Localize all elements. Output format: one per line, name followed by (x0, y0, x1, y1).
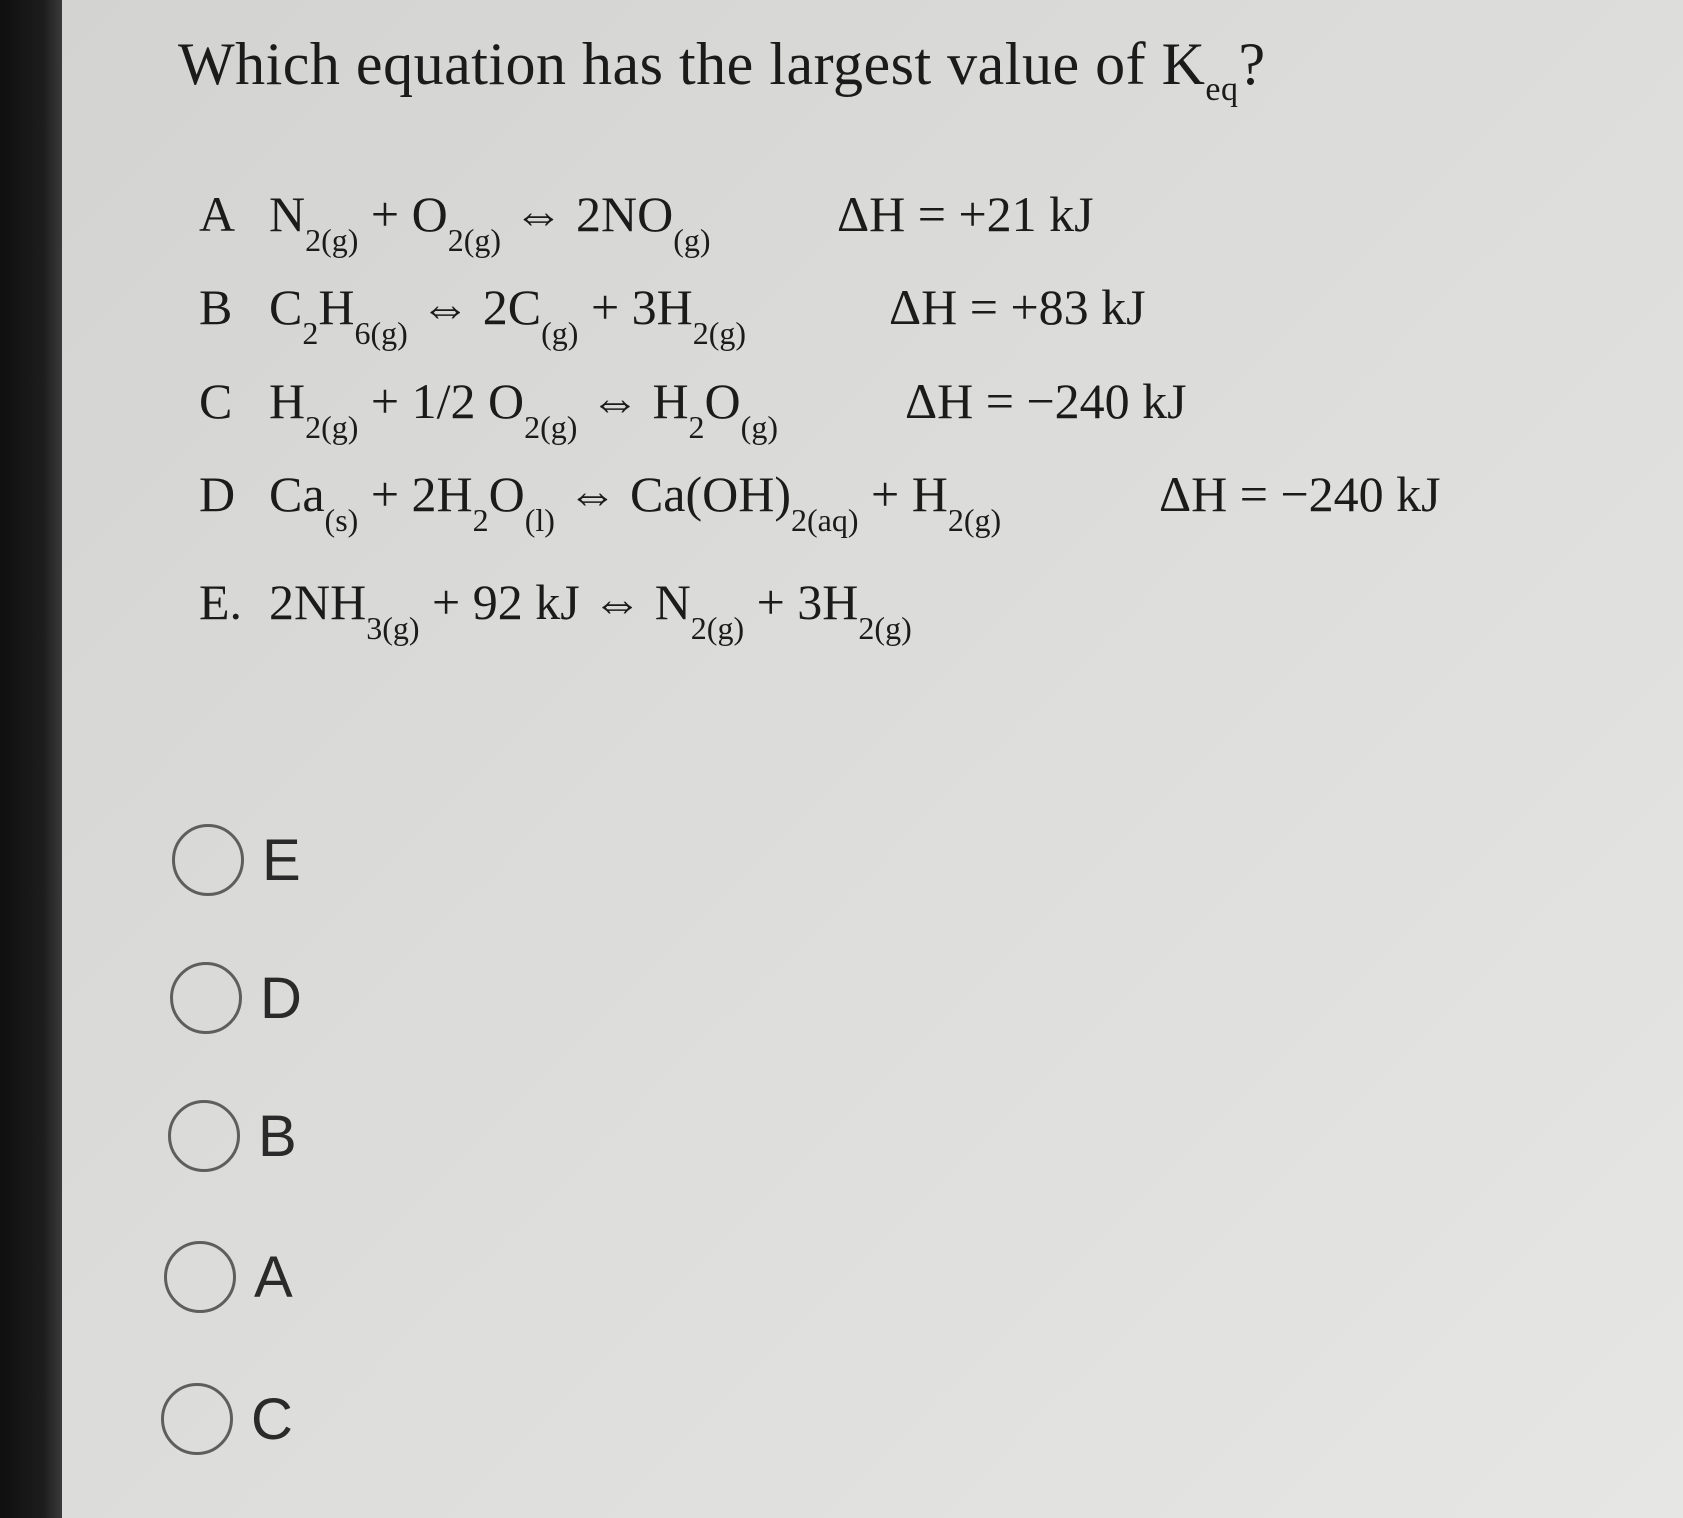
formula-text: H (269, 373, 306, 429)
equation-label: D (199, 466, 236, 522)
equation-label: E. (199, 574, 243, 630)
formula-subscript: 2(g) (524, 409, 578, 445)
radio-button[interactable] (164, 1241, 236, 1313)
formula-text: + 2H (358, 466, 473, 522)
answer-option-b[interactable] (168, 1091, 468, 1181)
question-mark: ? (1238, 31, 1266, 97)
enthalpy-change: ΔH = −240 kJ (1159, 466, 1441, 522)
formula-text: C (269, 279, 303, 335)
option-label: C (251, 1386, 293, 1452)
formula-text: + 92 kJ ⇔ N (419, 574, 691, 630)
screen-edge (0, 0, 62, 1518)
equation-label: B (199, 279, 233, 335)
enthalpy-change: ΔH = +83 kJ (889, 279, 1146, 335)
formula-text: ⇔ Ca(OH) (554, 466, 791, 522)
radio-button[interactable] (172, 824, 244, 896)
answer-option-c[interactable] (161, 1374, 461, 1464)
formula-subscript: 2(g) (692, 315, 747, 351)
option-label: D (260, 965, 302, 1031)
radio-button[interactable] (170, 962, 242, 1034)
question-main: Which equation has the largest value of K (178, 31, 1206, 97)
formula-subscript: 2(g) (447, 222, 502, 258)
question-text (178, 30, 1266, 109)
formula-subscript: 2(g) (690, 610, 745, 646)
formula-text: + 1/2 O (358, 373, 525, 429)
equation-formula (269, 372, 778, 445)
formula-text: 2NH (269, 574, 367, 630)
enthalpy-change: ΔH = +21 kJ (837, 186, 1094, 242)
equation-formula (269, 465, 1002, 538)
answer-option-d[interactable] (170, 953, 470, 1043)
formula-text: O (704, 373, 741, 429)
formula-subscript: 2(g) (305, 222, 359, 258)
formula-text: O (488, 466, 525, 522)
option-label: A (254, 1244, 293, 1310)
radio-button[interactable] (168, 1100, 240, 1172)
formula-text: ⇔ 2C (407, 279, 542, 335)
formula-text: Ca (269, 466, 325, 522)
formula-subscript: 2 (688, 409, 705, 445)
formula-subscript: 6(g) (354, 315, 408, 351)
formula-subscript: 3(g) (366, 610, 420, 646)
formula-subscript: (l) (524, 502, 555, 538)
equation-label: C (199, 373, 233, 429)
formula-text: + H (858, 466, 948, 522)
formula-subscript: (s) (324, 502, 359, 538)
formula-subscript: 2 (472, 502, 489, 538)
formula-subscript: 2(g) (947, 502, 1002, 538)
equation-label: A (199, 186, 236, 242)
formula-subscript: (g) (740, 409, 778, 445)
quiz-page (62, 0, 1683, 1518)
enthalpy-change: ΔH = −240 kJ (905, 373, 1187, 429)
formula-subscript: 2(g) (305, 409, 359, 445)
formula-subscript: (g) (541, 315, 579, 351)
formula-subscript: 2(g) (858, 610, 912, 646)
formula-subscript: 2(aq) (791, 502, 859, 538)
formula-text: + 3H (578, 279, 693, 335)
answer-option-e[interactable] (172, 815, 472, 905)
formula-text: ⇔ 2NO (501, 186, 674, 242)
formula-text: H (318, 279, 355, 335)
formula-text: + O (358, 186, 448, 242)
formula-subscript: (g) (673, 222, 711, 258)
formula-text: N (269, 186, 306, 242)
option-label: B (258, 1103, 297, 1169)
equation-formula (269, 185, 711, 258)
equation-formula (269, 278, 747, 351)
radio-button[interactable] (161, 1383, 233, 1455)
answer-option-a[interactable] (164, 1232, 464, 1322)
question-subscript: eq (1205, 71, 1239, 108)
option-label: E (262, 827, 301, 893)
formula-subscript: 2 (302, 315, 319, 351)
formula-text: + 3H (744, 574, 859, 630)
formula-text: ⇔ H (577, 373, 689, 429)
equation-formula (269, 573, 912, 646)
